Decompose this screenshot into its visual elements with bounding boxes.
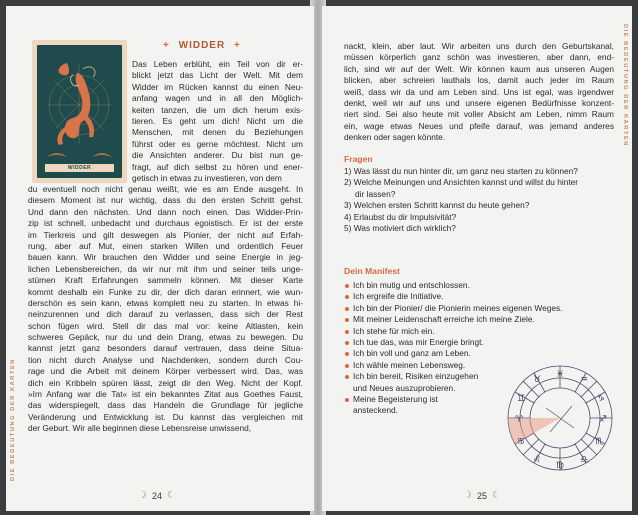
text-line: Das Leben erblüht, ein Teil von dir er-: [132, 59, 303, 69]
page-number: 24: [151, 490, 162, 501]
svg-text:♋: ♋: [516, 437, 526, 447]
text-line: fragt, auf dich selbst zu hören und ener-: [132, 161, 303, 172]
svg-text:♐: ♐: [598, 415, 608, 425]
manifest-item: Ich bin der Pionier/ die Pionierin meines eigenen Weges.: [344, 303, 614, 314]
text-line: kommt deshalb ein Funke zu dir, der dich daran erinnert, wie wun-: [28, 286, 303, 297]
text-line: getisch in etwas zu investieren, von dem: [132, 172, 282, 183]
text-line: tion nicht durch Analyse und Nachdenken, sondern durch Cou-: [28, 354, 303, 365]
manifest-item: Mit meiner Leidenschaft erreiche ich meine Ziele.: [344, 314, 614, 325]
svg-text:♍: ♍: [555, 461, 565, 471]
text-line: »Im Anfang war die Tat« ist ein bekanntes Zitat aus Goethes Faust,: [28, 389, 303, 400]
title-decor-right: +: [233, 40, 241, 51]
zodiac-wheel-icon: [506, 364, 614, 472]
left-side-label: DIE BEDEUTUNG DER KARTEN: [10, 358, 16, 481]
manifest-item: Ich ergreife die Initiative.: [344, 291, 614, 302]
left-folio: [138, 490, 176, 501]
text-line: ein, wage etwas Neues und pfeife darauf, was jemand anderes: [344, 120, 614, 131]
question-item: 3) Welchen ersten Schritt kannst du heute gehen?: [344, 200, 530, 211]
text-line: müssen körperlich ganz schön was investieren, aber dann, end-: [344, 52, 614, 63]
svg-text:♓: ♓: [555, 370, 565, 380]
question-item: 4) Erlaubst du dir Impulsivität?: [344, 211, 457, 222]
svg-text:♑: ♑: [596, 394, 606, 404]
svg-text:♏: ♏: [594, 437, 604, 447]
svg-text:♈: ♈: [514, 415, 524, 425]
text-line: anfang wagen und in all den Möglich-: [132, 93, 303, 104]
text-line: weiß, dass wir da und am Leben sind. Uns ist egal, was irgendwer: [344, 86, 614, 97]
right-side-label: DIE BEDEUTUNG DER KARTEN: [622, 24, 628, 147]
manifest-item: Ich wähle meinen Lebensweg.: [344, 360, 614, 371]
text-line: tieren. Es geht um dich! Nicht um die: [132, 115, 303, 126]
svg-text:♒: ♒: [579, 375, 589, 385]
text-line: denkt, weil wir auf uns und unsere eigenen Bedürfnisse konzent-: [344, 97, 614, 108]
text-line: Und dann den nächsten. Und dann noch einen. Das Widder-Prin-: [28, 206, 303, 217]
manifest-heading: Dein Manifest: [344, 266, 400, 276]
text-line: lich, sind wir auf der Welt. Wir können kaum aus unseren Augen: [344, 63, 614, 74]
text-line: rung, aber auf Mut, einen starken Willen und ordentlich Feuer: [28, 240, 303, 251]
text-line: kannst jetzt ganz besonders darauf vertrauen, dass deine Situa-: [28, 343, 303, 354]
text-line: schon fügen wird. Stell dir das mal vor: keine Altlasten, kein: [28, 320, 303, 331]
text-line: derschön es sein kann, etwas komplett neu zu starten. In etwas hi-: [28, 297, 303, 308]
page-number: 25: [476, 490, 487, 501]
paragraph-continued: [344, 41, 614, 144]
paragraph-beside-card: [132, 59, 303, 184]
moon-icon: ☽: [463, 490, 472, 501]
svg-text:♌: ♌: [532, 455, 542, 465]
text-line: zip ist schnell, unbedacht und durchaus egoistisch. Er ist der erste: [28, 218, 303, 229]
text-line: im Tierkreis und gilt deswegen als Pionier, der nicht auf Erfah-: [28, 229, 303, 240]
left-page: [6, 6, 314, 511]
text-line: rage und die Arbeit mit deinem Körper verbessert wird. Das, was: [28, 366, 303, 377]
text-line: blickt jetzt das Licht der Welt. Mit dem: [132, 70, 303, 81]
questions-list: [344, 166, 614, 234]
manifest-item: Meine Begeisterung ist: [344, 394, 614, 405]
manifest-item: Ich bin voll und ganz am Leben.: [344, 348, 614, 359]
manifest-item: Ich bin bereit, Risiken einzugehen: [344, 371, 614, 382]
text-line: diesem Moment ist nur wichtig, dass du den ersten Schritt gehst.: [28, 195, 303, 206]
text-line: nackt, klein, aber laut. Wir arbeiten uns durch den Geburtskanal,: [344, 41, 614, 51]
text-line: riert sind. Sei also heute mit voller Absicht am Leben, nimm Raum: [344, 109, 614, 120]
manifest-item: Ich stehe für mich ein.: [344, 326, 614, 337]
title-decor-left: +: [163, 40, 170, 51]
paragraph-main: [28, 184, 303, 435]
manifest-item: ansteckend.: [353, 405, 398, 416]
title-text: WIDDER: [178, 40, 226, 51]
text-line: lichen Lebensbereichen, da wir nur mit ihm und seiner teils unge-: [28, 263, 303, 274]
text-line: das widerspiegelt, dass das Handeln die Grundlage für jegliche: [28, 400, 303, 411]
text-line: die Ansichten anderer. Du bist nun ge-: [132, 150, 303, 161]
text-line: denken oder sagen könnte.: [344, 132, 446, 143]
question-item: 5) Was motiviert dich wirklich?: [344, 223, 456, 234]
manifest-item: Ich tue das, was mir Energie bringt.: [344, 337, 614, 348]
questions-heading: Fragen: [344, 154, 373, 164]
right-folio: [463, 490, 501, 501]
svg-text:♉: ♉: [532, 375, 542, 385]
text-line: der Geburt. Wir alle beginnen diese Lebensreise unwissend,: [28, 423, 252, 434]
aries-tarot-card-illustration: [37, 45, 122, 178]
text-line: bauen kann. Wir brauchen den Widder und seine Energie in jeg-: [28, 252, 303, 263]
text-line: schweres Gepäck, nur du und dein Drang, etwas zu bewegen. Du: [28, 332, 303, 343]
question-item: dir lassen?: [355, 188, 396, 199]
moon-icon: ☾: [166, 490, 176, 501]
svg-text:♎: ♎: [579, 455, 589, 465]
text-line: führst oder es gerne möchtest. Nicht um: [132, 138, 303, 149]
card-title: [163, 40, 241, 51]
text-line: blicken, aber schreien lauthals los, damit auch jeder im Raum: [344, 75, 614, 86]
text-line: Widder im Rücken kannst du einen Neu-: [132, 81, 303, 92]
aries-card: [32, 40, 127, 183]
card-artwork: [37, 45, 122, 178]
moon-icon: ☾: [491, 490, 501, 501]
text-line: Veränderung und Entwicklung ist. Du kannst das vergleichen mit: [28, 411, 303, 422]
manifest-item: und Neues auszuprobieren.: [353, 382, 456, 393]
text-line: du eventuell noch nicht genau weißt, wie es am Ende ausgeht. In: [28, 184, 303, 194]
question-item: 1) Was lässt du nun hinter dir, um ganz neu starten zu können?: [344, 166, 578, 176]
card-label: WIDDER: [45, 164, 114, 172]
text-line: Menschen, mit denen du Beziehungen: [132, 127, 303, 138]
text-line: dich ein Kribbeln spüren lässt, zeigt dir den Weg. Nicht der Kopf.: [28, 377, 303, 388]
moon-icon: ☽: [138, 490, 147, 501]
question-item: 2) Welche Meinungen und Ansichten kannst und willst du hinter: [344, 177, 579, 188]
text-line: keiten tanzen, die um dich herum exis-: [132, 104, 303, 115]
text-line: stümen Kraft Erfahrungen sammeln können. Mit dieser Karte: [28, 275, 303, 286]
right-page: [322, 6, 632, 511]
text-line: neinzurennen und dich darauf zu verlassen, dass sich der Rest: [28, 309, 303, 320]
manifest-item: Ich bin mutig und entschlossen.: [344, 280, 614, 291]
svg-text:♊: ♊: [516, 394, 526, 404]
